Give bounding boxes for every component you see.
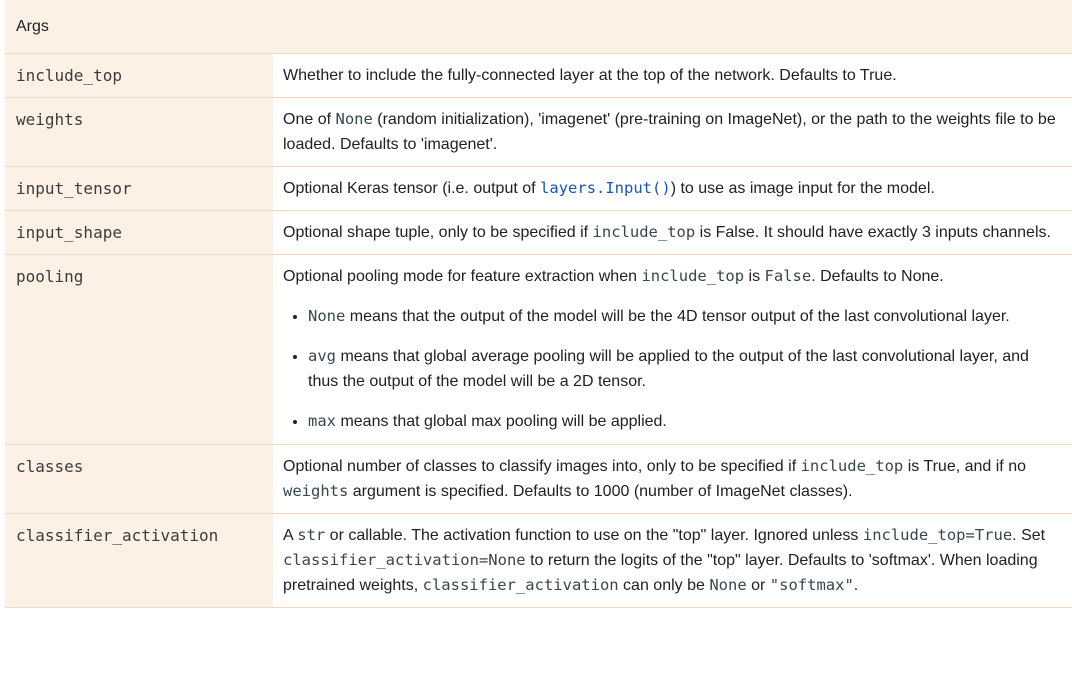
arg-description [273,514,1072,608]
arg-name: classifier_activation [5,514,273,608]
desc-text: . Defaults to None. [811,268,944,285]
inline-code: include_top [592,223,696,241]
desc-text: Optional shape tuple, only to be specified if [283,224,593,241]
desc-text: argument is specified. Defaults to 1000 (number of ImageNet classes). [348,483,853,500]
inline-code: max [308,412,336,430]
arg-name: input_tensor [5,167,273,211]
desc-text: ) to use as image input for the model. [670,180,935,197]
desc-text: Optional number of classes to classify images into, only to be specified if [283,458,801,475]
args-table [5,0,1072,608]
desc-text: or [746,577,770,594]
arg-row-input-tensor [5,167,1072,211]
desc-text: means that global max pooling will be applied. [336,413,667,430]
desc-text: or callable. The activation function to use on the "top" layer. Ignored unless [325,527,863,544]
desc-text: . Set [1012,527,1046,544]
inline-code: None [308,307,346,325]
desc-text: is [744,268,765,285]
arg-description [273,98,1072,167]
desc-text: Whether to include the fully-connected layer at the top of the network. Defaults to True. [283,67,897,84]
desc-text: to return the logits of the "top" layer. Defaults to 'softmax'. When loading pretrained weights, [283,552,1038,594]
desc-text: can only be [618,577,710,594]
arg-name: weights [5,98,273,167]
inline-code: False [764,267,812,285]
desc-text: Optional pooling mode for feature extraction when [283,268,642,285]
desc-text: . [853,577,859,594]
desc-text: Optional Keras tensor (i.e. output of [283,180,541,197]
inline-code: "softmax" [769,576,854,594]
arg-row-classifier-activation [5,514,1072,608]
desc-text: is True, and if no [903,458,1026,475]
arg-name: include_top [5,54,273,98]
desc-text: One of [283,111,336,128]
inline-code: include_top [800,457,904,475]
inline-code: weights [283,482,349,500]
arg-name: classes [5,445,273,514]
arg-description [273,54,1072,98]
inline-code: classifier_activation=None [283,551,526,569]
desc-text: means that the output of the model will be the 4D tensor output of the last convolutional layer. [345,308,1010,325]
inline-code: avg [308,347,336,365]
desc-text: A [283,527,298,544]
arg-row-include-top [5,54,1072,98]
inline-code: include_top=True [862,526,1013,544]
arg-description [273,255,1072,445]
desc-text: means that global average pooling will be applied to the output of the last convolutional layer, and thus the output of the model will be a 2D tensor. [308,348,1029,390]
arg-name: input_shape [5,211,273,255]
desc-text: is False. It should have exactly 3 inputs channels. [695,224,1051,241]
arg-name: pooling [5,255,273,445]
arg-row-weights [5,98,1072,167]
list-item [308,409,1062,434]
list-item [308,304,1062,329]
inline-code: classifier_activation [422,576,619,594]
arg-row-input-shape [5,211,1072,255]
inline-code: None [709,576,747,594]
list-item [308,344,1062,394]
arg-description [273,211,1072,255]
arg-row-pooling [5,255,1072,445]
arg-row-classes [5,445,1072,514]
inline-code: str [297,526,326,544]
inline-code: None [335,110,373,128]
desc-text: (random initialization), 'imagenet' (pre-training on ImageNet), or the path to the weights file to be loaded. Defaults to 'imagenet'. [283,111,1056,153]
inline-code: include_top [641,267,745,285]
args-header: Args [5,0,1072,54]
layers-input-link[interactable]: layers.Input() [540,179,671,197]
arg-description [273,445,1072,514]
pooling-options-list [283,304,1062,434]
args-header-row [5,0,1072,54]
arg-description [273,167,1072,211]
